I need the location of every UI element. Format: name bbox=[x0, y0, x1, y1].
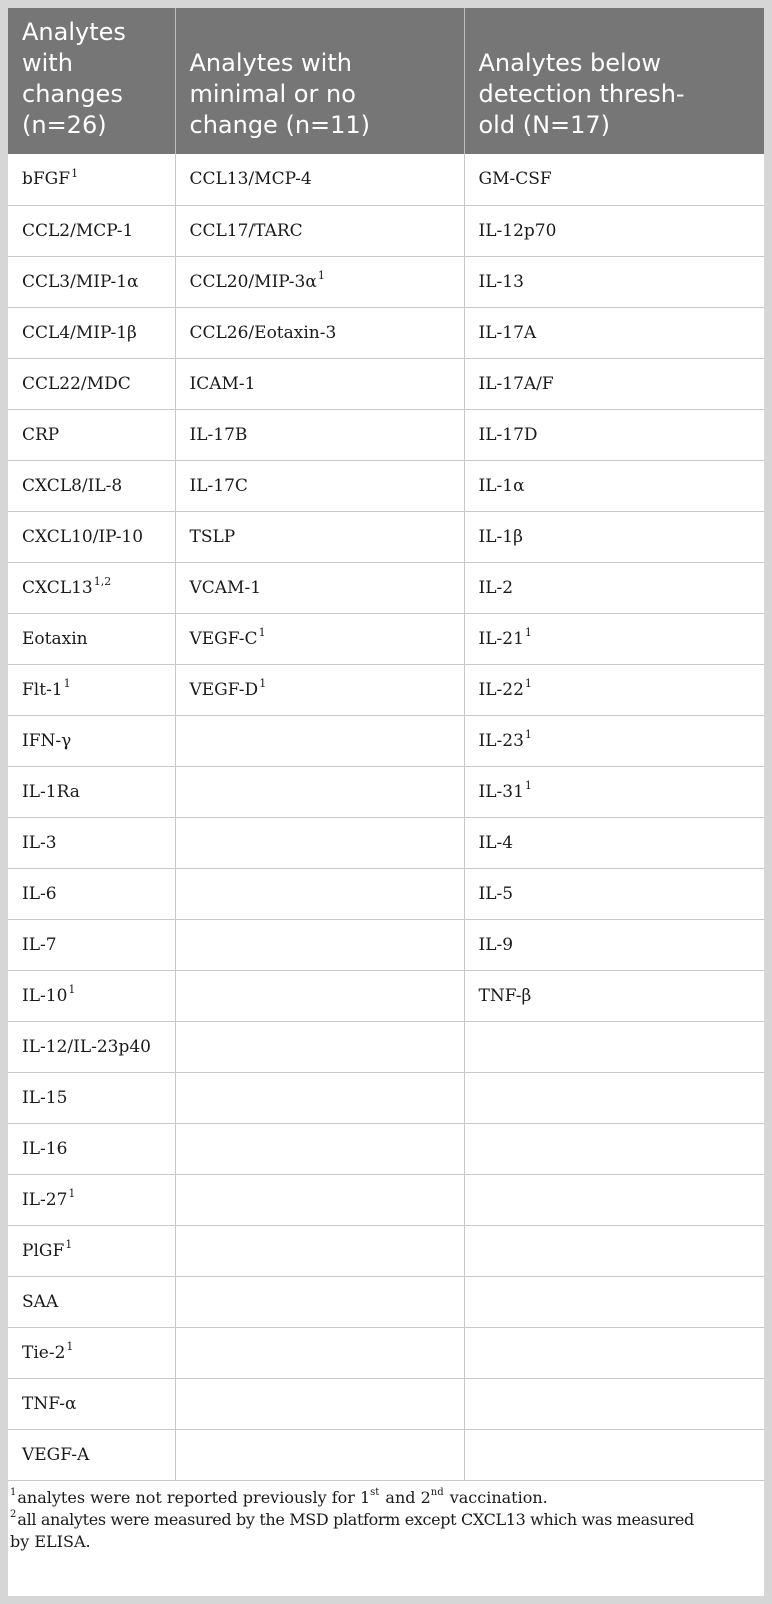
table-row bbox=[8, 154, 764, 205]
cell-text: CCL4/MIP-1β bbox=[22, 322, 137, 343]
table-row bbox=[8, 868, 764, 919]
table-cell-analyte-minimal-change bbox=[175, 817, 464, 868]
cell-text: IL-17A bbox=[478, 322, 537, 343]
cell-text: IL-17D bbox=[478, 424, 538, 445]
cell-text: IL-3 bbox=[22, 832, 57, 853]
table-cell-analyte-changes bbox=[8, 307, 175, 358]
cell-text: PlGF bbox=[22, 1240, 65, 1261]
table-cell-analyte-minimal-change bbox=[175, 919, 464, 970]
header-col-changes bbox=[8, 8, 175, 154]
header-line: old (N=17) bbox=[478, 111, 611, 139]
table-row bbox=[8, 1174, 764, 1225]
header-col-minimal-change bbox=[175, 8, 464, 154]
footnote-2-line1: all analytes were measured by the MSD platform except CXCL13 which was measured bbox=[17, 1509, 694, 1529]
footnote-2 bbox=[10, 1509, 764, 1553]
table-cell-analyte-changes bbox=[8, 1174, 175, 1225]
table-cell-analyte-below-detection bbox=[464, 1276, 764, 1327]
table-cell-analyte-below-detection bbox=[464, 1072, 764, 1123]
cell-text: TNF-α bbox=[22, 1393, 77, 1414]
table-cell-analyte-changes bbox=[8, 511, 175, 562]
table-cell-analyte-changes bbox=[8, 1225, 175, 1276]
cell-text: IL-22 bbox=[478, 679, 524, 700]
footnote-marker: 1 bbox=[71, 166, 79, 180]
table-cell-analyte-below-detection bbox=[464, 970, 764, 1021]
table-cell-analyte-minimal-change bbox=[175, 1276, 464, 1327]
analytes-table bbox=[8, 8, 764, 1481]
cell-text: CCL22/MDC bbox=[22, 373, 131, 394]
cell-text: ICAM-1 bbox=[189, 373, 256, 394]
cell-text: IL-1α bbox=[478, 475, 525, 496]
table-row bbox=[8, 256, 764, 307]
cell-text: IL-17A/F bbox=[478, 373, 554, 394]
table-cell-analyte-below-detection bbox=[464, 1021, 764, 1072]
table-cell-analyte-changes bbox=[8, 154, 175, 205]
cell-text: CCL13/MCP-4 bbox=[189, 169, 312, 190]
table-cell-analyte-changes bbox=[8, 1276, 175, 1327]
cell-text: IL-1Ra bbox=[22, 781, 80, 802]
table-row bbox=[8, 1327, 764, 1378]
table-cell-analyte-below-detection bbox=[464, 409, 764, 460]
cell-text: CCL2/MCP-1 bbox=[22, 220, 134, 241]
header-line: Analytes below bbox=[478, 49, 661, 77]
table-cell-analyte-minimal-change bbox=[175, 307, 464, 358]
table-row bbox=[8, 460, 764, 511]
cell-text: CCL17/TARC bbox=[189, 220, 303, 241]
table-row bbox=[8, 511, 764, 562]
table-row bbox=[8, 1378, 764, 1429]
table-cell-analyte-below-detection bbox=[464, 1378, 764, 1429]
footnote-1-marker: 1 bbox=[10, 1487, 17, 1499]
table-cell-analyte-changes bbox=[8, 358, 175, 409]
table-cell-analyte-minimal-change bbox=[175, 256, 464, 307]
cell-text: IL-17B bbox=[189, 424, 248, 445]
table-cell-analyte-below-detection bbox=[464, 817, 764, 868]
cell-text: Flt-1 bbox=[22, 679, 63, 700]
table-cell-analyte-minimal-change bbox=[175, 970, 464, 1021]
cell-text: VCAM-1 bbox=[189, 577, 262, 598]
footnote-marker: 1 bbox=[524, 625, 532, 639]
table-cell-analyte-below-detection bbox=[464, 205, 764, 256]
table-cell-analyte-below-detection bbox=[464, 1327, 764, 1378]
table-cell-analyte-below-detection bbox=[464, 1225, 764, 1276]
footnotes bbox=[8, 1481, 764, 1553]
table-row bbox=[8, 715, 764, 766]
cell-text: IL-13 bbox=[478, 271, 524, 292]
table-cell-analyte-changes bbox=[8, 1123, 175, 1174]
cell-text: TNF-β bbox=[478, 985, 532, 1006]
footnote-marker: 1 bbox=[68, 1186, 76, 1200]
header-line: Analytes with bbox=[189, 49, 352, 77]
table-cell-analyte-changes bbox=[8, 766, 175, 817]
cell-text: IL-16 bbox=[22, 1138, 68, 1159]
header-line: minimal or no bbox=[189, 80, 356, 108]
table-cell-analyte-changes bbox=[8, 868, 175, 919]
cell-text: IL-21 bbox=[478, 628, 524, 649]
table-row bbox=[8, 613, 764, 664]
cell-text: Eotaxin bbox=[22, 628, 88, 649]
cell-text: IL-7 bbox=[22, 934, 57, 955]
footnote-marker: 1,2 bbox=[93, 574, 112, 588]
cell-text: CXCL10/IP-10 bbox=[22, 526, 144, 547]
table-cell-analyte-below-detection bbox=[464, 766, 764, 817]
table-cell-analyte-minimal-change bbox=[175, 715, 464, 766]
cell-text: Tie-2 bbox=[22, 1342, 66, 1363]
footnote-marker: 1 bbox=[524, 676, 532, 690]
table-row bbox=[8, 1123, 764, 1174]
table-row bbox=[8, 358, 764, 409]
table-row bbox=[8, 562, 764, 613]
table-cell-analyte-minimal-change bbox=[175, 1378, 464, 1429]
table-cell-analyte-below-detection bbox=[464, 154, 764, 205]
table-cell-analyte-minimal-change bbox=[175, 511, 464, 562]
cell-text: IL-15 bbox=[22, 1087, 68, 1108]
table-cell-analyte-changes bbox=[8, 1327, 175, 1378]
table-cell-analyte-minimal-change bbox=[175, 664, 464, 715]
cell-text: IL-1β bbox=[478, 526, 523, 547]
table-cell-analyte-changes bbox=[8, 562, 175, 613]
table-cell-analyte-changes bbox=[8, 715, 175, 766]
table-cell-analyte-minimal-change bbox=[175, 460, 464, 511]
footnote-2-line2: by ELISA. bbox=[10, 1531, 91, 1551]
footnote-2-marker: 2 bbox=[10, 1509, 17, 1521]
table-cell-analyte-below-detection bbox=[464, 511, 764, 562]
cell-text: IL-4 bbox=[478, 832, 514, 853]
table-row bbox=[8, 766, 764, 817]
cell-text: bFGF bbox=[22, 169, 71, 190]
table-cell-analyte-below-detection bbox=[464, 256, 764, 307]
table-cell-analyte-minimal-change bbox=[175, 1174, 464, 1225]
cell-text: IL-9 bbox=[478, 934, 514, 955]
table-cell-analyte-minimal-change bbox=[175, 868, 464, 919]
table-cell-analyte-below-detection bbox=[464, 664, 764, 715]
table-cell-analyte-below-detection bbox=[464, 1174, 764, 1225]
footnote-marker: 1 bbox=[259, 676, 267, 690]
table-cell-analyte-changes bbox=[8, 1072, 175, 1123]
table-cell-analyte-changes bbox=[8, 1378, 175, 1429]
table-cell-analyte-changes bbox=[8, 1021, 175, 1072]
cell-text: VEGF-C bbox=[189, 628, 258, 649]
cell-text: CCL20/MIP-3α bbox=[189, 271, 317, 292]
cell-text: CCL26/Eotaxin-3 bbox=[189, 322, 337, 343]
footnote-1 bbox=[10, 1487, 764, 1509]
table-cell-analyte-minimal-change bbox=[175, 1021, 464, 1072]
footnote-marker: 1 bbox=[65, 1237, 73, 1251]
table-cell-analyte-below-detection bbox=[464, 562, 764, 613]
table-row bbox=[8, 1072, 764, 1123]
table-cell-analyte-changes bbox=[8, 970, 175, 1021]
table-cell-analyte-minimal-change bbox=[175, 613, 464, 664]
table-cell-analyte-below-detection bbox=[464, 358, 764, 409]
table-cell-analyte-changes bbox=[8, 460, 175, 511]
table-cell-analyte-minimal-change bbox=[175, 1429, 464, 1480]
table-cell-analyte-changes bbox=[8, 1429, 175, 1480]
table-cell-analyte-changes bbox=[8, 205, 175, 256]
cell-text: IL-6 bbox=[22, 883, 57, 904]
header-line: changes bbox=[22, 80, 123, 108]
header-line: change (n=11) bbox=[189, 111, 371, 139]
cell-text: IL-17C bbox=[189, 475, 248, 496]
cell-text: CXCL8/IL-8 bbox=[22, 475, 123, 496]
footnote-marker: 1 bbox=[524, 727, 532, 741]
header-line: detection thresh- bbox=[478, 80, 685, 108]
cell-text: IL-27 bbox=[22, 1189, 68, 1210]
header-col-below-detection bbox=[464, 8, 764, 154]
cell-text: CCL3/MIP-1α bbox=[22, 271, 139, 292]
table-cell-analyte-changes bbox=[8, 256, 175, 307]
table-cell-analyte-minimal-change bbox=[175, 1327, 464, 1378]
header-line: Analytes bbox=[22, 18, 126, 46]
table-cell-analyte-minimal-change bbox=[175, 562, 464, 613]
cell-text: IL-23 bbox=[478, 730, 524, 751]
cell-text: VEGF-A bbox=[22, 1444, 90, 1465]
cell-text: IL-31 bbox=[478, 781, 524, 802]
table-row bbox=[8, 1276, 764, 1327]
table-cell-analyte-minimal-change bbox=[175, 358, 464, 409]
cell-text: CXCL13 bbox=[22, 577, 93, 598]
table-cell-analyte-changes bbox=[8, 613, 175, 664]
header-row bbox=[8, 8, 764, 154]
table-container bbox=[8, 8, 764, 1596]
table-cell-analyte-changes bbox=[8, 919, 175, 970]
cell-text: IFN-γ bbox=[22, 730, 72, 751]
table-cell-analyte-below-detection bbox=[464, 1429, 764, 1480]
table-cell-analyte-minimal-change bbox=[175, 154, 464, 205]
table-row bbox=[8, 919, 764, 970]
cell-text: SAA bbox=[22, 1291, 59, 1312]
footnote-marker: 1 bbox=[68, 982, 76, 996]
table-row bbox=[8, 1429, 764, 1480]
table-cell-analyte-changes bbox=[8, 664, 175, 715]
cell-text: CRP bbox=[22, 424, 60, 445]
footnote-marker: 1 bbox=[317, 268, 325, 282]
table-row bbox=[8, 409, 764, 460]
table-row bbox=[8, 817, 764, 868]
table-cell-analyte-below-detection bbox=[464, 613, 764, 664]
header-line: with bbox=[22, 49, 73, 77]
table-row bbox=[8, 970, 764, 1021]
table-cell-analyte-below-detection bbox=[464, 460, 764, 511]
cell-text: IL-12p70 bbox=[478, 220, 557, 241]
cell-text: TSLP bbox=[189, 526, 236, 547]
table-cell-analyte-minimal-change bbox=[175, 1072, 464, 1123]
table-cell-analyte-below-detection bbox=[464, 307, 764, 358]
footnote-marker: 1 bbox=[258, 625, 266, 639]
table-cell-analyte-changes bbox=[8, 817, 175, 868]
cell-text: VEGF-D bbox=[189, 679, 259, 700]
table-row bbox=[8, 664, 764, 715]
cell-text: GM-CSF bbox=[478, 169, 552, 190]
table-cell-analyte-minimal-change bbox=[175, 1225, 464, 1276]
table-cell-analyte-changes bbox=[8, 409, 175, 460]
cell-text: IL-5 bbox=[478, 883, 514, 904]
header-line: (n=26) bbox=[22, 111, 107, 139]
footnote-marker: 1 bbox=[63, 676, 71, 690]
table-row bbox=[8, 1225, 764, 1276]
table-cell-analyte-minimal-change bbox=[175, 1123, 464, 1174]
table-cell-analyte-below-detection bbox=[464, 868, 764, 919]
table-cell-analyte-minimal-change bbox=[175, 766, 464, 817]
cell-text: IL-2 bbox=[478, 577, 514, 598]
table-row bbox=[8, 1021, 764, 1072]
footnote-1-text: analytes were not reported previously for 1st and 2nd vaccination. bbox=[17, 1487, 548, 1507]
table-cell-analyte-minimal-change bbox=[175, 409, 464, 460]
cell-text: IL-12/IL-23p40 bbox=[22, 1036, 152, 1057]
table-cell-analyte-minimal-change bbox=[175, 205, 464, 256]
table-body bbox=[8, 154, 764, 1480]
table-cell-analyte-below-detection bbox=[464, 919, 764, 970]
cell-text: IL-10 bbox=[22, 985, 68, 1006]
table-cell-analyte-below-detection bbox=[464, 715, 764, 766]
table-row bbox=[8, 307, 764, 358]
footnote-marker: 1 bbox=[524, 778, 532, 792]
footnote-marker: 1 bbox=[66, 1339, 74, 1353]
table-cell-analyte-below-detection bbox=[464, 1123, 764, 1174]
table-row bbox=[8, 205, 764, 256]
